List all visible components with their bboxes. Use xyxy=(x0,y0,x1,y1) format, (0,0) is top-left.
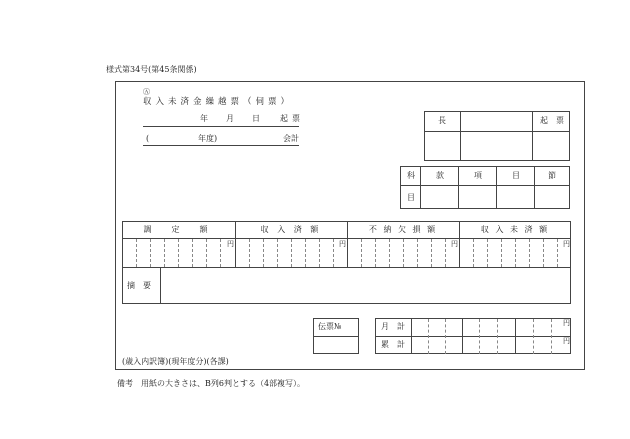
digit-sep xyxy=(305,239,306,267)
kamoku-bottom-label: 目 xyxy=(407,193,415,202)
approval-div-1 xyxy=(460,111,461,161)
totals-mid-line xyxy=(375,336,571,337)
digit-sep xyxy=(389,239,390,267)
digit-sep xyxy=(431,239,432,267)
yen-uncollected: 円 xyxy=(563,240,570,248)
form-title: 収入未済金繰越票（伺票） xyxy=(143,97,294,107)
yen-monthly: 円 xyxy=(563,319,570,327)
yen-uncollectible: 円 xyxy=(451,240,458,248)
totals-group-div-1 xyxy=(462,318,463,354)
summary-label-div xyxy=(160,267,161,304)
setsu-label: 節 xyxy=(548,171,556,180)
digit-sep xyxy=(515,239,516,267)
digit-sep xyxy=(150,239,151,267)
yen-cumulative: 円 xyxy=(563,337,570,345)
totals-digit-sep xyxy=(428,319,429,354)
digit-sep xyxy=(473,239,474,267)
digit-sep xyxy=(501,239,502,267)
fiscal-open-paren: ( xyxy=(146,134,150,143)
date-underline xyxy=(143,126,299,127)
approval-div-2 xyxy=(532,111,533,161)
summary-label: 摘 要 xyxy=(127,281,151,290)
moku-label: 目 xyxy=(512,171,520,180)
cumulative-total-label: 累 計 xyxy=(381,340,405,349)
kamoku-top-label: 科 xyxy=(407,171,415,180)
uncollected-amount-header: 収 入 未 済 額 xyxy=(480,225,550,234)
approval-mid-line xyxy=(424,131,570,132)
totals-digit-sep xyxy=(445,319,446,354)
classification-div-2 xyxy=(458,166,459,209)
classification-div-1 xyxy=(420,166,421,209)
totals-group-div-2 xyxy=(515,318,516,354)
monthly-total-label: 月 計 xyxy=(381,322,405,331)
kan-label: 款 xyxy=(436,171,444,180)
received-amount-header: 収 入 済 額 xyxy=(260,225,322,234)
digit-sep xyxy=(417,239,418,267)
totals-label-div xyxy=(411,318,412,354)
digit-sep xyxy=(403,239,404,267)
digit-sep xyxy=(220,239,221,267)
digit-sep xyxy=(291,239,292,267)
yen-adjusted: 円 xyxy=(227,240,234,248)
digit-sep xyxy=(333,239,334,267)
digit-sep xyxy=(361,239,362,267)
voucher-no-label: 伝票№ xyxy=(318,322,342,331)
yen-received: 円 xyxy=(339,240,346,248)
digit-sep xyxy=(557,239,558,267)
adjusted-amount-header: 調 定 額 xyxy=(143,225,214,234)
digit-sep xyxy=(277,239,278,267)
date-year-label: 年 xyxy=(200,114,208,123)
digit-sep xyxy=(164,239,165,267)
digit-sep xyxy=(487,239,488,267)
digit-sep xyxy=(263,239,264,267)
date-month-label: 月 xyxy=(226,114,234,123)
classification-mid-line xyxy=(400,185,570,186)
digit-sep xyxy=(206,239,207,267)
digit-sep xyxy=(192,239,193,267)
digit-sep xyxy=(178,239,179,267)
amount-row-line xyxy=(122,267,571,268)
digit-sep xyxy=(529,239,530,267)
voucher-mid-line xyxy=(313,336,359,337)
uncollectible-amount-header: 不 納 欠 損 額 xyxy=(368,225,438,234)
totals-digit-sep xyxy=(479,319,480,354)
totals-digit-sep xyxy=(551,319,552,354)
digit-sep xyxy=(375,239,376,267)
fiscal-underline xyxy=(143,145,299,146)
digit-sep xyxy=(445,239,446,267)
fiscal-year-label: 年度) xyxy=(198,134,218,143)
form-number: 様式第34号(第45条関係) xyxy=(106,65,197,74)
account-label: 会計 xyxy=(283,134,299,143)
digit-sep xyxy=(136,239,137,267)
totals-digit-sep xyxy=(533,319,534,354)
footer-note: (歳入内訳簿)(現年度分)(各課) xyxy=(122,357,229,366)
totals-digit-sep xyxy=(497,319,498,354)
digit-sep xyxy=(543,239,544,267)
chief-label: 長 xyxy=(438,116,446,125)
classification-div-3 xyxy=(496,166,497,209)
circle-a-mark: Ⓐ xyxy=(143,88,150,96)
classification-div-4 xyxy=(534,166,535,209)
digit-sep xyxy=(249,239,250,267)
date-day-label: 日 xyxy=(252,114,260,123)
remark-text: 備考 用紙の大きさは、B列6判とする（4部複写）。 xyxy=(117,379,306,388)
drafted-label: 起票 xyxy=(280,114,304,123)
digit-sep xyxy=(319,239,320,267)
kou-label: 項 xyxy=(474,171,482,180)
drafter-label: 起 票 xyxy=(540,116,564,125)
classification-box xyxy=(400,166,570,209)
